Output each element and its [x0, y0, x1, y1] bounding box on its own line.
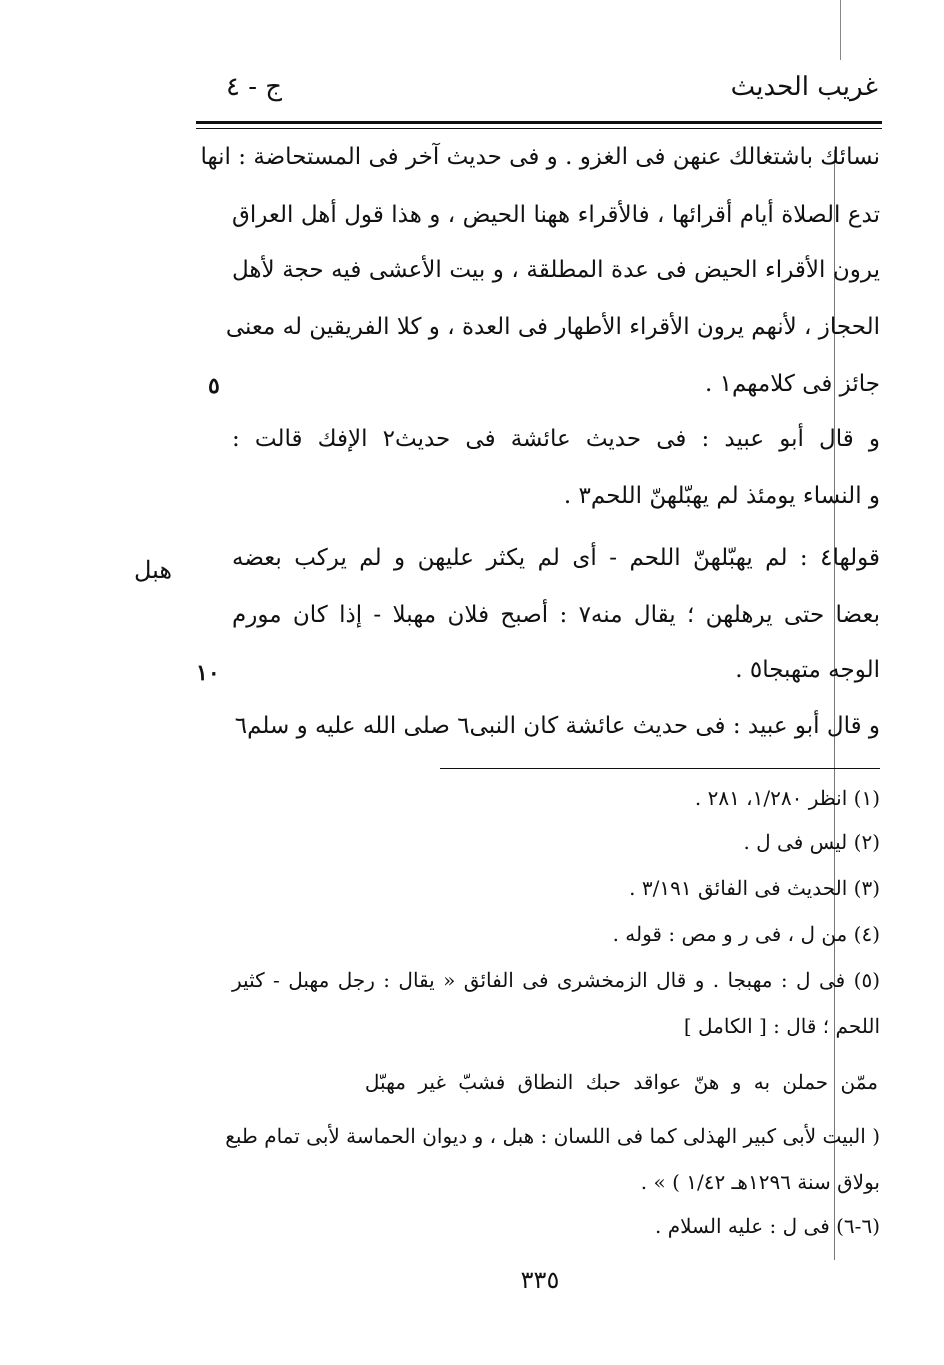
header-rule	[196, 121, 882, 124]
footnote-line: اللحم ؛ قال : [ الكامل ]	[683, 1014, 880, 1038]
footnote-line: (٢) ليس فى ل .	[743, 830, 880, 854]
header-rule	[196, 128, 882, 129]
text-line: و قال أبو عبيد : فى حديث عائشة فى حديث٢ الإفك قالت :	[232, 426, 880, 452]
footnote-line: بولاق سنة ١٢٩٦هـ ١/٤٢ ) » .	[640, 1170, 880, 1194]
running-title: غريب الحديث	[730, 72, 878, 102]
line-number: ١٠	[196, 660, 220, 686]
footnote-verse: ممّن حملن به و هنّ عواقد حبك النطاق فشبّ غير مهبّل	[364, 1070, 878, 1094]
margin-keyword: هبل	[134, 556, 173, 584]
footnote-line: (٤) من ل ، فى ر و مص : قوله .	[612, 922, 880, 946]
footnote-line: (١) انظر ١/٢٨٠، ٢٨١ .	[694, 786, 880, 810]
footnote-rule	[440, 768, 880, 769]
text-line: و قال أبو عبيد : فى حديث عائشة كان النبى٦ صلى الله عليه و سلم٦	[234, 713, 880, 739]
text-line: الوجه متهبجا٥ .	[735, 657, 880, 683]
binding-shadow-line	[840, 0, 841, 60]
text-line: الحجاز ، لأنهم يرون الأقراء الأطهار فى العدة ، و كلا الفريقين له معنى	[225, 314, 880, 340]
footnote-line: (٦-٦) فى ل : عليه السلام .	[654, 1214, 880, 1238]
text-line: تدع الصلاة أيام أقرائها ، فالأقراء ههنا الحيض ، و هذا قول أهل العراق	[232, 202, 880, 228]
text-line: نسائك باشتغالك عنهن فى الغزو . و فى حديث آخر فى المستحاضة : انها	[200, 144, 880, 170]
line-number: ٥	[208, 373, 220, 399]
text-line: بعضا حتى يرهلهن ؛ يقال منه٧ : أصبح فلان مهبلا - إذا كان مورم	[232, 602, 880, 628]
text-line: و النساء يومئذ لم يهبّلهنّ اللحم٣ .	[563, 483, 880, 509]
footnote-line: (٥) فى ل : مهبجا . و قال الزمخشرى فى الفائق « يقال : رجل مهبل - كثير	[232, 968, 880, 992]
footnote-line: ( البيت لأبى كبير الهذلى كما فى اللسان : هبل ، و ديوان الحماسة لأبى تمام طبع	[225, 1124, 880, 1148]
text-line: قولها٤ : لم يهبّلهنّ اللحم - أى لم يكثر عليهن و لم يركب بعضه	[232, 545, 880, 571]
text-line: جائز فى كلامهم١ .	[705, 371, 880, 397]
text-line: يرون الأقراء الحيض فى عدة المطلقة ، و بيت الأعشى فيه حجة لأهل	[232, 257, 880, 283]
volume-label: ج - ٤	[226, 72, 283, 102]
page-number: ٣٣٥	[520, 1266, 560, 1294]
footnote-line: (٣) الحديث فى الفائق ٣/١٩١ .	[629, 876, 880, 900]
